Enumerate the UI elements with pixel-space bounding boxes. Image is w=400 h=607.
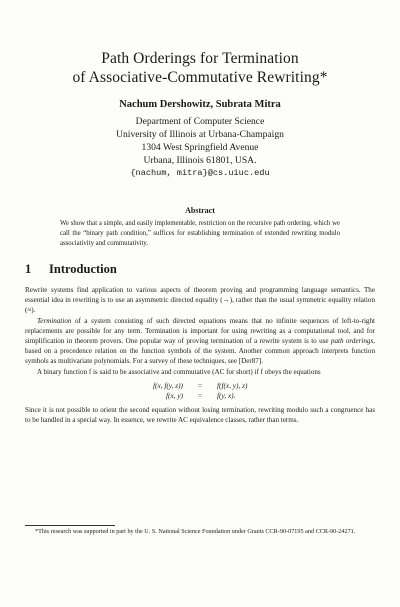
equation-2-relation: = (197, 390, 203, 400)
paragraph-2-text-a: of a system consisting of such directed equations means that no infinite sequences of left-to-right replacements are possible for any term. Termination is important for using rewriting as a computational tool, and for simplification in theorem provers. One popular way of proving termination of a rewrite system is to use (25, 316, 375, 346)
paragraph-2-text-b: , based on a precedence relation on the function symbols of the system. Another common approach interprets function symbols as multivariate polynomials. For a survey of these techniques, see [Der87]. (25, 337, 375, 366)
abstract-text: We show that a simple, and easily implementable, restriction on the recursive path ordering, which we call the “binary path condition,” suffices for establishing termination of extended rewriting modulo associativity and commutativity. (60, 220, 340, 247)
paragraph-1: Rewrite systems find application to various aspects of theorem proving and programming language semantics. The essential idea in rewriting is to use an asymmetric directed equality (→), rather than the usual symmetric equality relation (≈). (25, 286, 375, 315)
university: University of Illinois at Urbana-Champaign (116, 129, 284, 140)
footnote (25, 528, 375, 537)
body-text (25, 285, 375, 425)
paragraph-4: Since it is not possible to orient the second equation without losing termination, rewriting modulo such a congruence has to be handled in a special way. In essence, we rewrite AC equivalence classes, rather than terms. (25, 405, 375, 425)
paragraph-3: A binary function f is said to be associative and commutative (AC for short) if f obeys the equations (37, 367, 321, 376)
equation-1-relation: = (197, 380, 203, 390)
city-address: Urbana, Illinois 61801, USA. (143, 155, 257, 166)
abstract-heading: Abstract (185, 206, 215, 215)
equation-2-lhs: f(x, y) (165, 390, 183, 400)
paragraph-2-lead: Termination (37, 316, 72, 325)
paper-title (0, 49, 400, 87)
footnote-rule (25, 525, 115, 526)
section-heading (25, 262, 117, 277)
equation-1-rhs: f(f(x, y), z) (217, 380, 248, 390)
section-title: Introduction (49, 262, 117, 276)
street-address: 1304 West Springfield Avenue (141, 142, 259, 153)
author-email: {nachum, mitra}@cs.uiuc.edu (130, 168, 270, 178)
equation-2-rhs: f(y, x). (217, 390, 236, 400)
affiliation-block (0, 115, 400, 180)
title-line-1: Path Orderings for Termination (101, 50, 299, 67)
equation-block (25, 381, 375, 401)
paragraph-2 (25, 316, 375, 367)
section-number: 1 (25, 262, 32, 276)
footnote-text: *This research was supported in part by the U. S. National Science Foundation under Grants CCR-90-07195 and CCR-90-24271. (35, 528, 356, 535)
author-names: Nachum Dershowitz, Subrata Mitra (119, 99, 281, 110)
equation-1-lhs: f(x, f(y, z)) (153, 380, 183, 390)
paragraph-2-emphasis: path orderings (330, 337, 374, 346)
title-line-2: of Associative-Commutative Rewriting* (72, 69, 328, 86)
department: Department of Computer Science (135, 116, 265, 127)
